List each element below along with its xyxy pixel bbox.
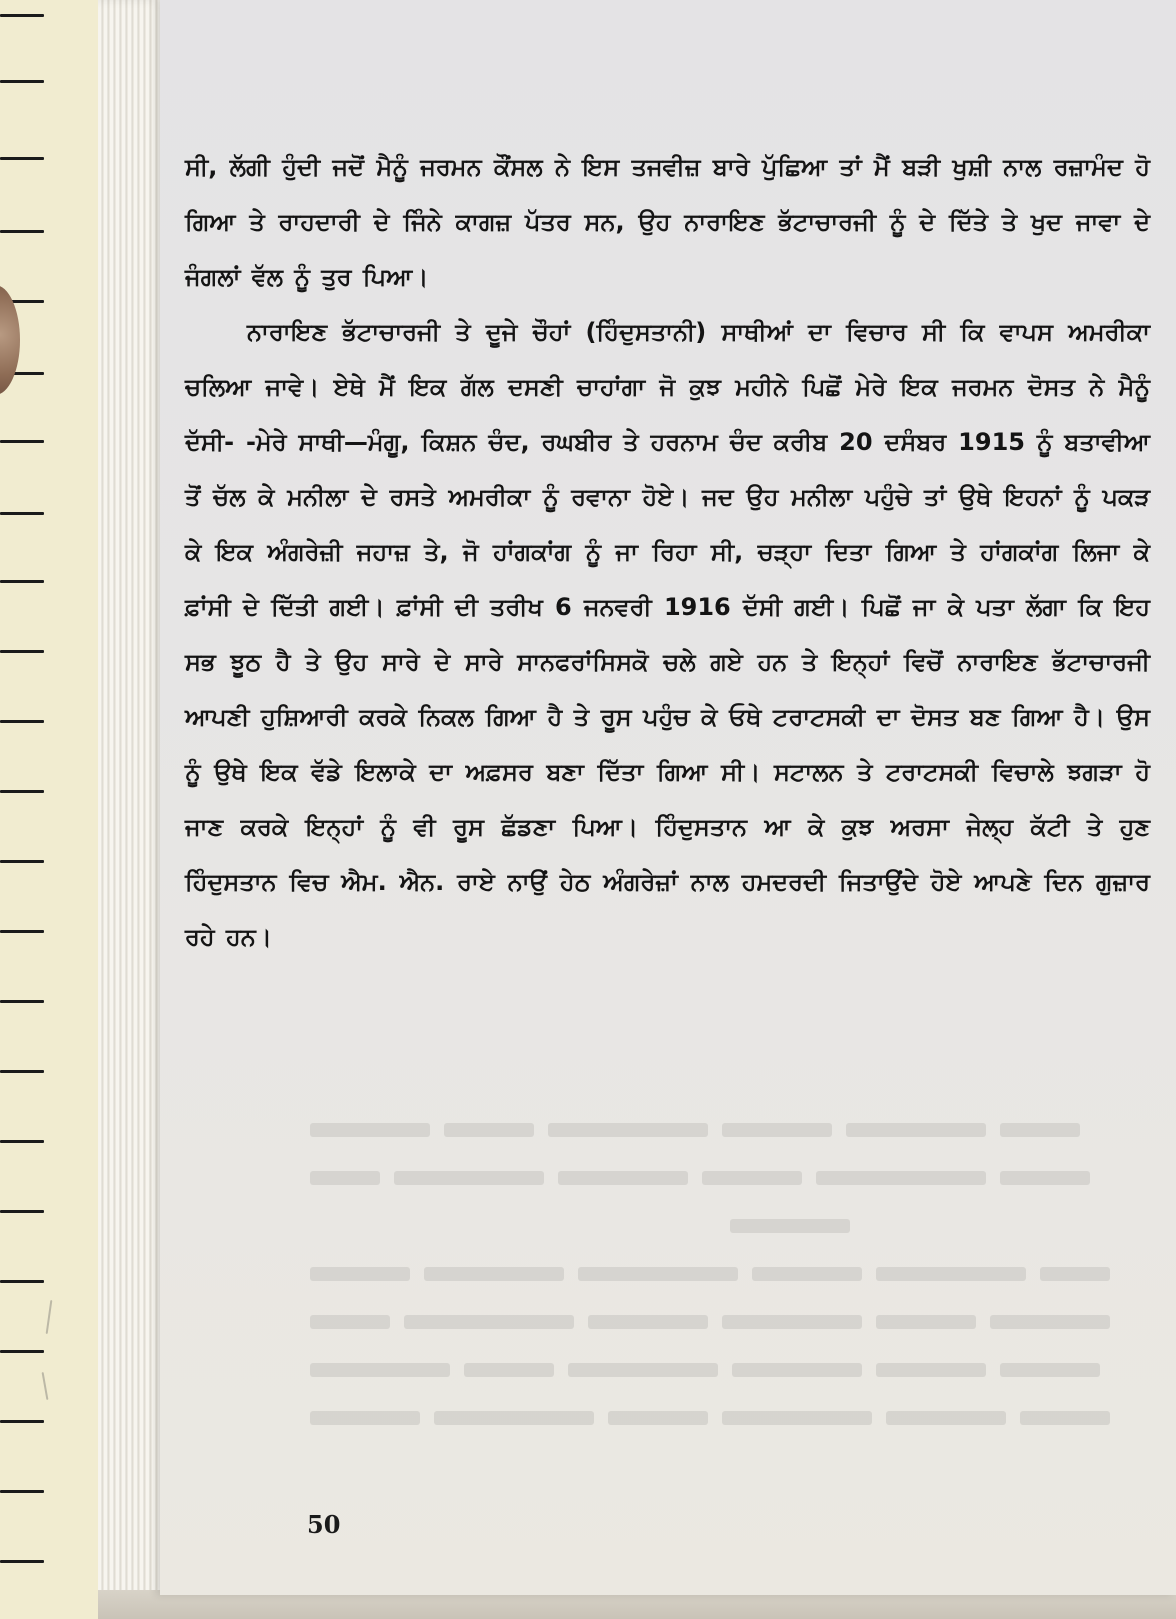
- ruled-line: [0, 1000, 44, 1003]
- ruled-line: [0, 790, 44, 793]
- ruled-line: [0, 930, 44, 933]
- ruled-line: [0, 80, 44, 83]
- ruled-line: [0, 1420, 44, 1423]
- page-edges: [98, 0, 168, 1619]
- ruled-line: [0, 230, 44, 233]
- paragraph-2: ਨਾਰਾਇਣ ਭੱਟਾਚਾਰਜੀ ਤੇ ਦੂਜੇ ਚੌਹਾਂ (ਹਿੰਦੁਸਤਾਨੀ) ਸਾਥੀਆਂ ਦਾ ਵਿਚਾਰ ਸੀ ਕਿ ਵਾਪਸ ਅਮਰੀਕਾ ਚਲਿਆ ਜਾਵੇ। ਏਥੇ ਮੈਂ ਇਕ ਗੱਲ ਦਸਣੀ ਚਾਹਾਂਗਾ ਜੋ ਕੁਝ ਮਹੀਨੇ ਪਿਛੋਂ ਮੇਰੇ ਇਕ ਜਰਮਨ ਦੋਸਤ ਨੇ ਮੈਨੂੰ ਦੱਸੀ- -ਮੇਰੇ ਸਾਥੀ—ਮੰਗੂ, ਕਿਸ਼ਨ ਚੰਦ, ਰਘਬੀਰ ਤੇ ਹਰਨਾਮ ਚੰਦ ਕਰੀਬ 20 ਦਸੰਬਰ 1915 ਨੂੰ ਬਤਾਵੀਆ ਤੋਂ ਚੱਲ ਕੇ ਮਨੀਲਾ ਦੇ ਰਸਤੇ ਅਮਰੀਕਾ ਨੂੰ ਰਵਾਨਾ ਹੋਏ। ਜਦ ਉਹ ਮਨੀਲਾ ਪਹੁੰਚੇ ਤਾਂ ਉਥੇ ਇਹਨਾਂ ਨੂੰ ਪਕੜ ਕੇ ਇਕ ਅੰਗਰੇਜ਼ੀ ਜਹਾਜ਼ ਤੇ, ਜੋ ਹਾਂਗਕਾਂਗ ਨੂੰ ਜਾ ਰਿਹਾ ਸੀ, ਚੜ੍ਹਾ ਦਿਤਾ ਗਿਆ ਤੇ ਹਾਂਗਕਾਂਗ ਲਿਜਾ ਕੇ ਫ਼ਾਂਸੀ ਦੇ ਦਿੱਤੀ ਗਈ। ਫ਼ਾਂਸੀ ਦੀ ਤਰੀਖ 6 ਜਨਵਰੀ 1916 ਦੱਸੀ ਗਈ। ਪਿਛੋਂ ਜਾ ਕੇ ਪਤਾ ਲੱਗਾ ਕਿ ਇਹ ਸਭ ਝੂਠ ਹੈ ਤੇ ਉਹ ਸਾਰੇ ਦੇ ਸਾਰੇ ਸਾਨਫਰਾਂਸਿਸਕੋ ਚਲੇ ਗਏ ਹਨ ਤੇ ਇਨ੍ਹਾਂ ਵਿਚੋਂ ਨਾਰਾਇਣ ਭੱਟਾਚਾਰਜੀ ਆਪਣੀ ਹੁਸ਼ਿਆਰੀ ਕਰਕੇ ਨਿਕਲ ਗਿਆ ਹੈ ਤੇ ਰੂਸ ਪਹੁੰਚ ਕੇ ਓਥੇ ਟਰਾਟਸਕੀ ਦਾ ਦੋਸਤ ਬਣ ਗਿਆ ਹੈ। ਉਸ ਨੂੰ ਉਥੇ ਇਕ ਵੱਡੇ ਇਲਾਕੇ ਦਾ ਅਫ਼ਸਰ ਬਣਾ ਦਿੱਤਾ ਗਿਆ ਸੀ। ਸਟਾਲਨ ਤੇ ਟਰਾਟਸਕੀ ਵਿਚਾਲੇ ਝਗੜਾ ਹੋ ਜਾਣ ਕਰਕੇ ਇਨ੍ਹਾਂ ਨੂੰ ਵੀ ਰੂਸ ਛੱਡਣਾ ਪਿਆ। ਹਿੰਦੁਸਤਾਨ ਆ ਕੇ ਕੁਝ ਅਰਸਾ ਜੇਲ੍ਹ ਕੱਟੀ ਤੇ ਹੁਣ ਹਿੰਦੁਸਤਾਨ ਵਿਚ ਐਮ. ਐਨ. ਰਾਏ ਨਾਉਂ ਹੇਠ ਅੰਗਰੇਜ਼ਾਂ ਨਾਲ ਹਮਦਰਦੀ ਜਿਤਾਉਂਦੇ ਹੋਏ ਆਪਣੇ ਦਿਨ ਗੁਜ਼ਾਰ ਰਹੇ ਹਨ।: [185, 318, 1150, 951]
- ruled-line: [0, 580, 44, 583]
- body-text: [185, 140, 1150, 965]
- ruled-line: [0, 14, 44, 17]
- ruled-line: [0, 1140, 44, 1143]
- ruled-line: [0, 1560, 44, 1563]
- ruled-line: [0, 1070, 44, 1073]
- paragraph-1: ਸੀ, ਲੱਗੀ ਹੁੰਦੀ ਜਦੋਂ ਮੈਨੂੰ ਜਰਮਨ ਕੌਂਸਲ ਨੇ ਇਸ ਤਜਵੀਜ਼ ਬਾਰੇ ਪੁੱਛਿਆ ਤਾਂ ਮੈਂ ਬੜੀ ਖੁਸ਼ੀ ਨਾਲ ਰਜ਼ਾਮੰਦ ਹੋ ਗਿਆ ਤੇ ਰਾਹਦਾਰੀ ਦੇ ਜਿੰਨੇ ਕਾਗਜ਼ ਪੱਤਰ ਸਨ, ਉਹ ਨਾਰਾਇਣ ਭੱਟਾਚਾਰਜੀ ਨੂੰ ਦੇ ਦਿੱਤੇ ਤੇ ਖੁਦ ਜਾਵਾ ਦੇ ਜੰਗਲਾਂ ਵੱਲ ਨੂੰ ਤੁਰ ਪਿਆ।: [185, 153, 1150, 291]
- page-number: 50: [307, 1510, 341, 1539]
- ruled-line: [0, 1280, 44, 1283]
- ruled-line: [0, 512, 44, 515]
- ruled-line: [0, 650, 44, 653]
- ruled-line: [0, 157, 44, 160]
- pencil-mark: [46, 1300, 53, 1334]
- ruled-line: [0, 440, 44, 443]
- ruled-line: [0, 1210, 44, 1213]
- ruled-line: [0, 860, 44, 863]
- ruled-line: [0, 1490, 44, 1493]
- pencil-mark: [42, 1372, 49, 1400]
- ruled-line: [0, 1350, 44, 1353]
- show-through-text: [310, 1105, 1130, 1441]
- ruled-line: [0, 720, 44, 723]
